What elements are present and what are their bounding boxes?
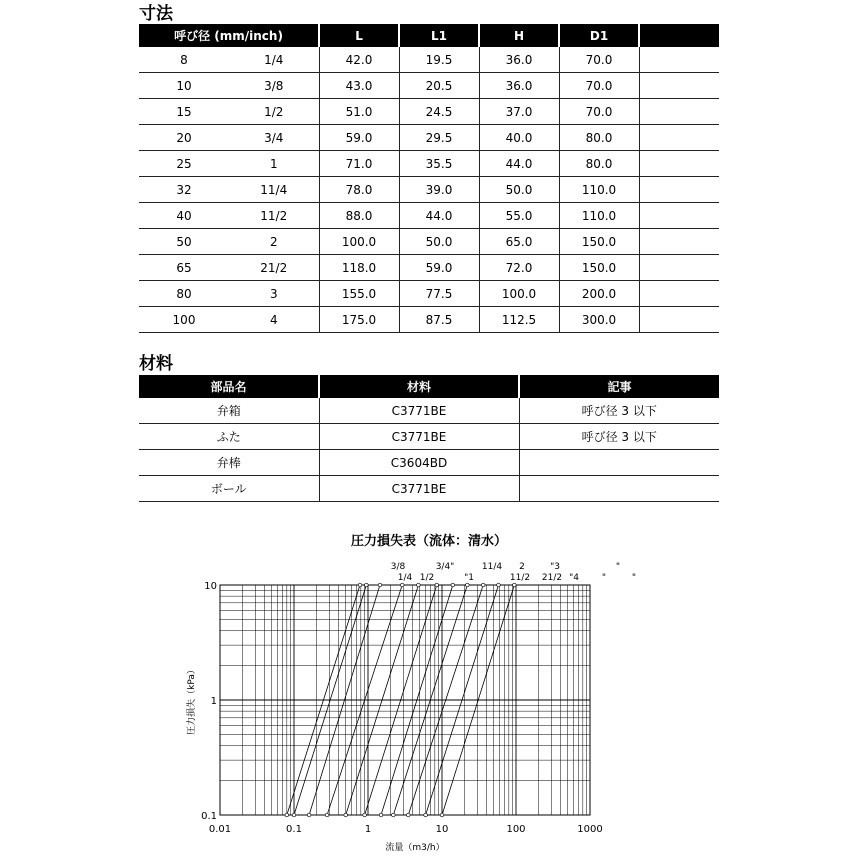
x-tick-label: 0.1 — [286, 824, 302, 835]
size-label-bottom: 11/2 — [509, 573, 531, 583]
cell-l1: 35.5 — [399, 151, 479, 177]
cell-size-inch: 4 — [229, 307, 319, 333]
size-label-bottom: " — [601, 573, 607, 583]
series-endpoint — [497, 583, 501, 587]
header-material: 材料 — [319, 375, 519, 398]
cell-h: 37.0 — [479, 99, 559, 125]
table-row — [139, 177, 719, 203]
series-endpoint — [424, 813, 428, 817]
cell-blank — [639, 73, 719, 99]
cell-size-inch: 3/8 — [229, 73, 319, 99]
y-tick-label: 1 — [210, 696, 217, 707]
cell-l1: 24.5 — [399, 99, 479, 125]
cell-l: 88.0 — [319, 203, 399, 229]
size-label-top: 11/4 — [481, 562, 503, 572]
table-row — [139, 450, 719, 476]
cell-size-inch: 11/4 — [229, 177, 319, 203]
series-endpoint — [363, 813, 367, 817]
table-row — [139, 203, 719, 229]
series-endpoint — [292, 813, 296, 817]
cell-size-mm: 50 — [139, 229, 229, 255]
cell-d1: 110.0 — [559, 177, 639, 203]
pressure-loss-chart — [180, 555, 640, 855]
size-label-bottom: 1/2 — [419, 573, 435, 583]
cell-part-name: ボール — [139, 476, 319, 502]
series-endpoint — [344, 813, 348, 817]
cell-size-inch: 1 — [229, 151, 319, 177]
cell-d1: 70.0 — [559, 47, 639, 73]
cell-h: 55.0 — [479, 203, 559, 229]
size-label-top: 3/8 — [390, 562, 406, 572]
cell-d1: 80.0 — [559, 151, 639, 177]
x-tick-label: 100 — [506, 824, 526, 835]
series-endpoint — [513, 583, 517, 587]
table-row — [139, 99, 719, 125]
cell-l1: 39.0 — [399, 177, 479, 203]
size-label-top: " — [615, 562, 621, 572]
cell-blank — [639, 151, 719, 177]
cell-d1: 110.0 — [559, 203, 639, 229]
header-l: L — [319, 24, 399, 47]
header-part-name: 部品名 — [139, 375, 319, 398]
cell-size-mm: 8 — [139, 47, 229, 73]
cell-size-mm: 10 — [139, 73, 229, 99]
table-row — [139, 151, 719, 177]
cell-notes — [519, 476, 719, 502]
x-tick-label: 0.01 — [208, 824, 232, 835]
cell-blank — [639, 203, 719, 229]
table-row — [139, 255, 719, 281]
cell-h: 44.0 — [479, 151, 559, 177]
cell-size-inch: 2 — [229, 229, 319, 255]
cell-blank — [639, 255, 719, 281]
size-label-bottom: "1 — [464, 573, 474, 583]
table-row — [139, 73, 719, 99]
cell-d1: 150.0 — [559, 229, 639, 255]
x-axis-label: 流量（m3/h） — [385, 843, 445, 853]
table-row — [139, 47, 719, 73]
cell-blank — [639, 229, 719, 255]
cell-size-mm: 65 — [139, 255, 229, 281]
cell-d1: 70.0 — [559, 73, 639, 99]
series-endpoint — [440, 813, 444, 817]
cell-blank — [639, 125, 719, 151]
dimensions-table — [139, 24, 719, 333]
cell-h: 65.0 — [479, 229, 559, 255]
cell-d1: 200.0 — [559, 281, 639, 307]
cell-d1: 70.0 — [559, 99, 639, 125]
cell-l: 100.0 — [319, 229, 399, 255]
series-endpoint — [365, 583, 369, 587]
header-blank — [639, 24, 719, 47]
cell-d1: 150.0 — [559, 255, 639, 281]
header-h: H — [479, 24, 559, 47]
header-notes: 記事 — [519, 375, 719, 398]
materials-table — [139, 375, 719, 502]
cell-size-inch: 3/4 — [229, 125, 319, 151]
cell-h: 72.0 — [479, 255, 559, 281]
table-row — [139, 229, 719, 255]
series-endpoint — [379, 813, 383, 817]
cell-l: 42.0 — [319, 47, 399, 73]
series-endpoint — [358, 583, 362, 587]
cell-h: 36.0 — [479, 73, 559, 99]
cell-l: 175.0 — [319, 307, 399, 333]
dimensions-header-row — [139, 24, 719, 47]
cell-size-mm: 100 — [139, 307, 229, 333]
series-endpoint — [435, 583, 439, 587]
cell-h: 40.0 — [479, 125, 559, 151]
materials-title: 材料 — [139, 354, 173, 374]
series-endpoint — [307, 813, 311, 817]
chart-title: 圧力損失表（流体：清水） — [350, 534, 507, 549]
x-tick-label: 1000 — [577, 824, 603, 835]
size-label-bottom: 21/2 — [541, 573, 563, 583]
cell-notes — [519, 450, 719, 476]
cell-material: C3771BE — [319, 398, 519, 424]
cell-part-name: ふた — [139, 424, 319, 450]
cell-size-mm: 32 — [139, 177, 229, 203]
cell-l1: 59.0 — [399, 255, 479, 281]
size-label-top: "3 — [550, 562, 560, 572]
series-endpoint — [481, 583, 485, 587]
x-tick-label: 10 — [435, 824, 449, 835]
series-endpoint — [378, 583, 382, 587]
cell-h: 36.0 — [479, 47, 559, 73]
cell-l1: 44.0 — [399, 203, 479, 229]
cell-blank — [639, 99, 719, 125]
cell-l: 118.0 — [319, 255, 399, 281]
cell-size-inch: 11/2 — [229, 203, 319, 229]
series-endpoint — [451, 583, 455, 587]
cell-blank — [639, 177, 719, 203]
cell-material: C3771BE — [319, 424, 519, 450]
cell-size-mm: 80 — [139, 281, 229, 307]
cell-l: 43.0 — [319, 73, 399, 99]
size-label-top: 2 — [519, 562, 525, 572]
cell-h: 50.0 — [479, 177, 559, 203]
series-endpoint — [392, 813, 396, 817]
cell-l: 78.0 — [319, 177, 399, 203]
cell-h: 112.5 — [479, 307, 559, 333]
x-tick-label: 1 — [364, 824, 372, 835]
cell-l1: 19.5 — [399, 47, 479, 73]
size-label-bottom: "4 — [569, 573, 579, 583]
table-row — [139, 424, 719, 450]
cell-size-inch: 21/2 — [229, 255, 319, 281]
header-nominal-size: 呼び径 (mm/inch) — [139, 24, 319, 47]
y-axis-label: 圧力損失（kPa） — [187, 665, 197, 735]
cell-size-mm: 15 — [139, 99, 229, 125]
cell-l1: 77.5 — [399, 281, 479, 307]
series-endpoint — [417, 583, 421, 587]
table-row — [139, 281, 719, 307]
table-row — [139, 125, 719, 151]
cell-l: 71.0 — [319, 151, 399, 177]
size-label-top: 3/4" — [435, 562, 455, 572]
cell-l: 51.0 — [319, 99, 399, 125]
cell-d1: 300.0 — [559, 307, 639, 333]
header-l1: L1 — [399, 24, 479, 47]
series-endpoint — [285, 813, 289, 817]
cell-notes: 呼び径 3 以下 — [519, 398, 719, 424]
series-endpoint — [406, 813, 410, 817]
cell-size-inch: 1/4 — [229, 47, 319, 73]
y-tick-label: 0.1 — [201, 811, 217, 822]
table-row — [139, 476, 719, 502]
cell-part-name: 弁棒 — [139, 450, 319, 476]
y-tick-label: 10 — [204, 581, 217, 592]
table-row — [139, 307, 719, 333]
cell-h: 100.0 — [479, 281, 559, 307]
series-endpoint — [400, 583, 404, 587]
cell-notes: 呼び径 3 以下 — [519, 424, 719, 450]
size-label-bottom: " — [631, 573, 637, 583]
cell-l: 155.0 — [319, 281, 399, 307]
cell-l1: 87.5 — [399, 307, 479, 333]
cell-l: 59.0 — [319, 125, 399, 151]
dimensions-title: 寸法 — [139, 4, 173, 24]
cell-part-name: 弁箱 — [139, 398, 319, 424]
size-label-bottom: 1/4 — [397, 573, 413, 583]
cell-blank — [639, 307, 719, 333]
table-row — [139, 398, 719, 424]
materials-header-row — [139, 375, 719, 398]
series-endpoint — [325, 813, 329, 817]
cell-size-mm: 25 — [139, 151, 229, 177]
cell-size-inch: 3 — [229, 281, 319, 307]
cell-d1: 80.0 — [559, 125, 639, 151]
header-d1: D1 — [559, 24, 639, 47]
cell-material: C3604BD — [319, 450, 519, 476]
cell-l1: 29.5 — [399, 125, 479, 151]
cell-size-inch: 1/2 — [229, 99, 319, 125]
cell-l1: 50.0 — [399, 229, 479, 255]
cell-size-mm: 40 — [139, 203, 229, 229]
cell-l1: 20.5 — [399, 73, 479, 99]
cell-size-mm: 20 — [139, 125, 229, 151]
series-endpoint — [466, 583, 470, 587]
cell-blank — [639, 281, 719, 307]
cell-blank — [639, 47, 719, 73]
cell-material: C3771BE — [319, 476, 519, 502]
